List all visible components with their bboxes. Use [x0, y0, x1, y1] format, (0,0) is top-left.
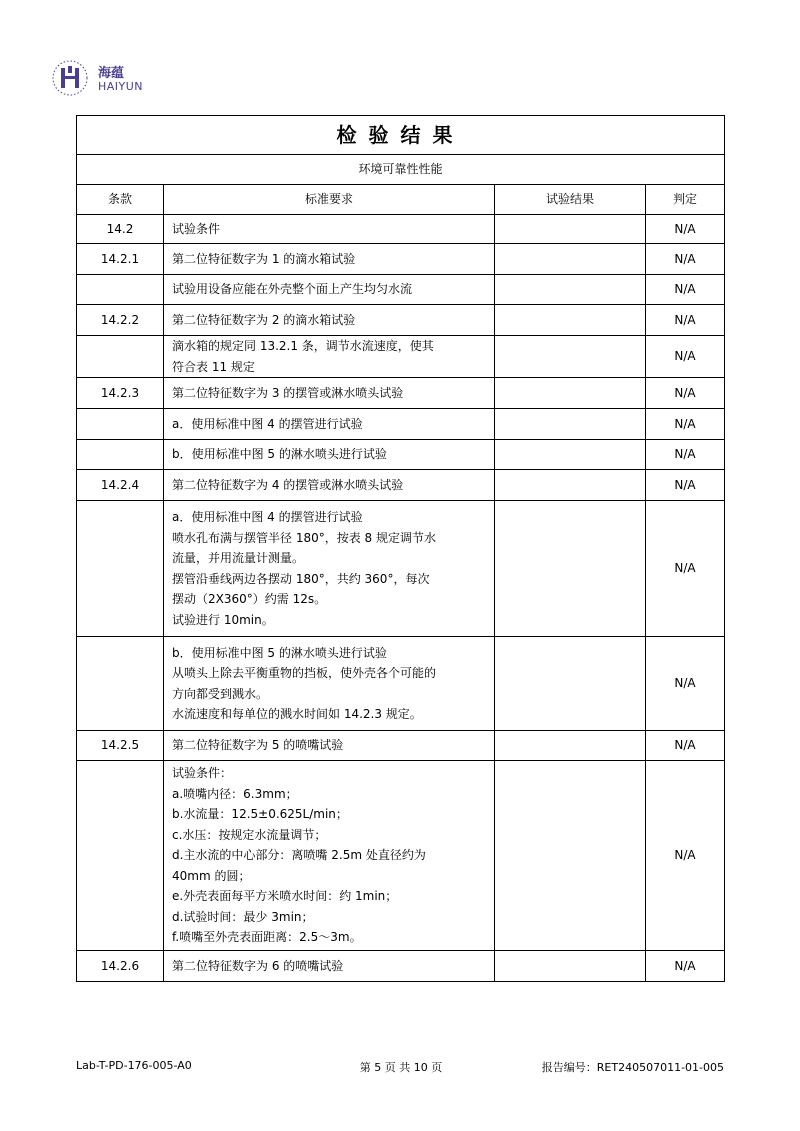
row-clause: 14.2.3 — [77, 378, 164, 409]
requirement-line: b．使用标准中图 5 的淋水喷头进行试验 — [172, 645, 387, 660]
requirement-line: d.主水流的中心部分：离喷嘴 2.5m 处直径约为 — [172, 848, 426, 863]
requirement-line: 摆管沿垂线两边各摆动 180°，共约 360°，每次 — [172, 571, 430, 586]
requirement-line: f.喷嘴至外壳表面距离：2.5～3m。 — [172, 930, 362, 945]
haiyun-logo-icon — [50, 58, 90, 98]
row-result — [495, 215, 646, 244]
row-verdict: N/A — [646, 244, 725, 275]
logo-english-name: HAIYUN — [98, 80, 144, 93]
requirement-line: 从喷头上除去平衡重物的挡板，使外壳各个可能的 — [172, 666, 437, 680]
requirement-line: 试验用设备应能在外壳整个面上产生均匀水流 — [172, 282, 413, 297]
requirement-line: 试验条件： — [172, 766, 233, 781]
row-requirement — [164, 440, 495, 470]
row-verdict: N/A — [646, 336, 725, 378]
requirement-line: b.水流量：12.5±0.625L/min； — [172, 807, 348, 822]
row-clause — [77, 440, 164, 470]
requirement-line: e.外壳表面每平方米喷水时间：约 1min； — [172, 889, 398, 904]
requirement-line: b．使用标准中图 5 的淋水喷头进行试验 — [172, 447, 387, 462]
requirement-line: a．使用标准中图 4 的摆管进行试验 — [172, 416, 363, 431]
row-requirement — [164, 951, 495, 982]
requirement-line: 方向都受到溅水。 — [172, 686, 269, 701]
inspection-results-table — [76, 115, 725, 982]
table-row — [77, 501, 725, 637]
row-clause — [77, 637, 164, 731]
footer-page-number: 第 5 页 共 10 页 — [359, 1061, 443, 1074]
header-clause: 条款 — [77, 185, 164, 215]
requirement-line: 第二位特征数字为 3 的摆管或淋水喷头试验 — [172, 385, 404, 400]
header-row — [77, 185, 725, 215]
requirement-line: 符合表 11 规定 — [172, 359, 255, 374]
table-row — [77, 215, 725, 244]
row-result — [495, 951, 646, 982]
table-row — [77, 378, 725, 409]
row-result — [495, 275, 646, 305]
row-result — [495, 409, 646, 440]
header-verdict: 判定 — [646, 185, 725, 215]
requirement-line: a.喷嘴内径：6.3mm； — [172, 786, 298, 801]
row-requirement — [164, 336, 495, 378]
row-verdict: N/A — [646, 215, 725, 244]
row-clause — [77, 336, 164, 378]
requirement-line: 水流速度和每单位的溅水时间如 14.2.3 规定。 — [172, 707, 422, 721]
row-verdict: N/A — [646, 275, 725, 305]
row-requirement — [164, 470, 495, 501]
footer-doc-code: Lab-T-PD-176-005-A0 — [76, 1059, 192, 1072]
table-row — [77, 244, 725, 275]
row-clause: 14.2.5 — [77, 731, 164, 761]
requirement-line: 喷水孔布满与摆管半径 180°，按表 8 规定调节水 — [172, 530, 436, 545]
requirement-line: 流量，并用流量计测量。 — [172, 551, 305, 565]
requirement-line: 第二位特征数字为 5 的喷嘴试验 — [172, 738, 344, 753]
requirement-line: 第二位特征数字为 2 的滴水箱试验 — [172, 312, 356, 327]
row-requirement — [164, 215, 495, 244]
row-verdict: N/A — [646, 378, 725, 409]
row-verdict: N/A — [646, 470, 725, 501]
row-verdict: N/A — [646, 951, 725, 982]
row-clause: 14.2.4 — [77, 470, 164, 501]
row-verdict: N/A — [646, 440, 725, 470]
table-row — [77, 275, 725, 305]
table-row — [77, 761, 725, 951]
footer-report-number: 报告编号：RET240507011-01-005 — [541, 1061, 724, 1074]
row-requirement — [164, 637, 495, 731]
row-result — [495, 501, 646, 637]
row-clause — [77, 761, 164, 951]
requirement-line: 摆动（2X360°）约需 12s。 — [172, 592, 327, 606]
logo-chinese-name: 海蕴 — [98, 66, 125, 81]
row-requirement — [164, 305, 495, 336]
table-row — [77, 731, 725, 761]
row-requirement — [164, 501, 495, 637]
header-requirement: 标准要求 — [164, 185, 495, 215]
row-result — [495, 336, 646, 378]
row-requirement — [164, 409, 495, 440]
row-result — [495, 731, 646, 761]
table-row — [77, 305, 725, 336]
haiyun-logo — [50, 58, 170, 102]
row-result — [495, 440, 646, 470]
requirement-line: 第二位特征数字为 1 的滴水箱试验 — [172, 251, 356, 266]
row-requirement — [164, 731, 495, 761]
row-clause: 14.2.1 — [77, 244, 164, 275]
row-verdict: N/A — [646, 305, 725, 336]
row-requirement — [164, 244, 495, 275]
row-verdict: N/A — [646, 731, 725, 761]
row-clause: 14.2 — [77, 215, 164, 244]
row-clause: 14.2.6 — [77, 951, 164, 982]
row-requirement — [164, 275, 495, 305]
row-result — [495, 378, 646, 409]
section-title: 环境可靠性性能 — [77, 155, 725, 185]
row-result — [495, 244, 646, 275]
table-row — [77, 336, 725, 378]
row-verdict: N/A — [646, 637, 725, 731]
requirement-line: d.试验时间：最少 3min； — [172, 909, 314, 924]
requirement-line: 试验条件 — [172, 221, 221, 236]
requirement-line: 第二位特征数字为 4 的摆管或淋水喷头试验 — [172, 477, 404, 492]
table-row — [77, 470, 725, 501]
row-verdict: N/A — [646, 761, 725, 951]
table-title: 检验结果 — [77, 116, 725, 155]
row-verdict: N/A — [646, 501, 725, 637]
requirement-line: c.水压：按规定水流量调节； — [172, 827, 327, 842]
table-row — [77, 409, 725, 440]
row-requirement — [164, 761, 495, 951]
row-clause — [77, 501, 164, 637]
row-clause: 14.2.2 — [77, 305, 164, 336]
requirement-line: 40mm 的圆； — [172, 868, 251, 883]
requirement-line: 第二位特征数字为 6 的喷嘴试验 — [172, 958, 344, 973]
table-row — [77, 637, 725, 731]
header-result: 试验结果 — [495, 185, 646, 215]
row-clause — [77, 409, 164, 440]
row-result — [495, 637, 646, 731]
row-clause — [77, 275, 164, 305]
row-result — [495, 761, 646, 951]
row-requirement — [164, 378, 495, 409]
requirement-line: a．使用标准中图 4 的摆管进行试验 — [172, 510, 363, 524]
table-row — [77, 440, 725, 470]
requirement-line: 试验进行 10min。 — [172, 612, 274, 627]
table-row — [77, 951, 725, 982]
row-result — [495, 305, 646, 336]
row-result — [495, 470, 646, 501]
requirement-line: 滴水箱的规定同 13.2.1 条，调节水流速度，使其 — [172, 339, 434, 353]
row-verdict: N/A — [646, 409, 725, 440]
